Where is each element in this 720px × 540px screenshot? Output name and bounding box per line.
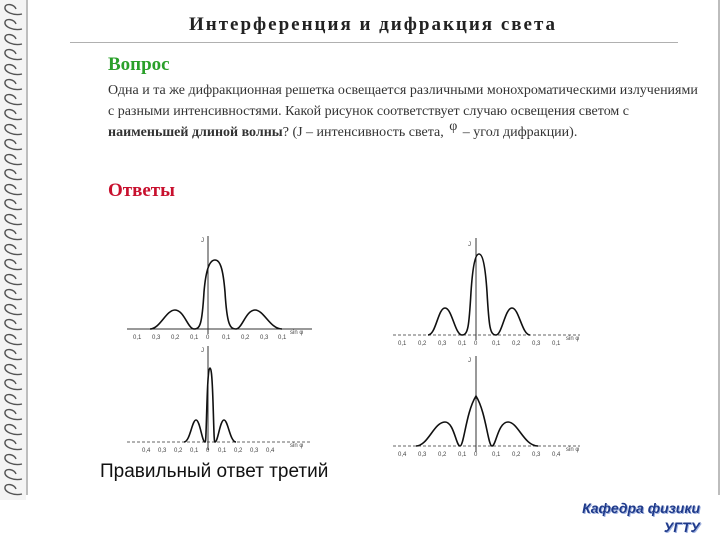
spiral-loop bbox=[5, 410, 22, 420]
graph-3-tick: 0 bbox=[206, 448, 210, 454]
spiral-loop bbox=[5, 395, 22, 405]
graph-1-curve bbox=[150, 260, 282, 329]
graph-3-y-label: J bbox=[201, 348, 204, 354]
graph-1-tick: 0 bbox=[206, 335, 210, 341]
footer-university: УГТУ bbox=[663, 519, 700, 535]
footer-department: Кафедра физики bbox=[582, 500, 700, 516]
graph-2-curve bbox=[428, 254, 530, 335]
slide-title: Интерференция и дифракция света bbox=[188, 14, 558, 35]
graph-1-ticks bbox=[133, 335, 287, 341]
spiral-loop bbox=[5, 170, 22, 180]
graph-2-tick: 0,3 bbox=[532, 341, 541, 347]
spiral-loop bbox=[5, 350, 22, 360]
spiral-loop bbox=[5, 155, 22, 165]
graph-1 bbox=[122, 232, 322, 344]
spiral-loop bbox=[5, 380, 22, 390]
spiral-loop bbox=[5, 140, 22, 150]
spiral-loop bbox=[5, 215, 22, 225]
graph-1-tick: 0,1 bbox=[133, 335, 142, 341]
graph-3-tick: 0,4 bbox=[142, 448, 151, 454]
graph-3-tick: 0,2 bbox=[174, 448, 183, 454]
graph-4-tick: 0,4 bbox=[398, 452, 407, 458]
graph-1-y-label: J bbox=[201, 238, 204, 244]
graph-2-tick: 0,2 bbox=[418, 341, 427, 347]
spiral-loop bbox=[5, 185, 22, 195]
spiral-loop bbox=[5, 440, 22, 450]
graph-3-tick: 0,3 bbox=[158, 448, 167, 454]
spiral-loop bbox=[5, 455, 22, 465]
question-text-part3: – угол дифракции). bbox=[459, 125, 578, 140]
spiral-loop bbox=[5, 470, 22, 480]
spiral-loop bbox=[5, 80, 22, 90]
graph-4-tick: 0,2 bbox=[438, 452, 447, 458]
graph-1-tick: 0,3 bbox=[152, 335, 161, 341]
answers-heading: Ответы bbox=[108, 180, 175, 201]
spiral-loop bbox=[5, 245, 22, 255]
question-text bbox=[108, 80, 698, 143]
graph-4-y-label: J bbox=[468, 358, 471, 364]
graph-1-x-label: sin φ bbox=[290, 330, 304, 336]
graph-1-tick: 0,2 bbox=[241, 335, 250, 341]
spiral-loop bbox=[5, 200, 22, 210]
graph-2 bbox=[388, 232, 588, 350]
graph-3-tick: 0,3 bbox=[250, 448, 259, 454]
graph-3-tick: 0,1 bbox=[190, 448, 199, 454]
graph-4-tick: 0,2 bbox=[512, 452, 521, 458]
question-heading: Вопрос bbox=[108, 54, 170, 75]
graph-2-tick: 0,1 bbox=[458, 341, 467, 347]
graph-2-tick: 0,1 bbox=[552, 341, 561, 347]
question-bold: наименьшей длиной волны bbox=[108, 125, 283, 140]
slide bbox=[26, 0, 720, 495]
graph-3 bbox=[122, 342, 322, 456]
graph-4-curve bbox=[416, 396, 538, 446]
question-text-part2: ? (J – интенсивность света, bbox=[282, 125, 448, 140]
notebook-spiral-binding bbox=[0, 0, 26, 500]
graph-2-tick: 0 bbox=[474, 341, 478, 347]
graph-3-tick: 0,4 bbox=[266, 448, 275, 454]
spiral-loop bbox=[5, 320, 22, 330]
graph-4-tick: 0,3 bbox=[418, 452, 427, 458]
graph-3-ticks bbox=[142, 448, 275, 454]
graph-1-tick: 0,2 bbox=[171, 335, 180, 341]
graph-2-tick: 0,1 bbox=[398, 341, 407, 347]
spiral-loop bbox=[5, 335, 22, 345]
graph-4-tick: 0,1 bbox=[492, 452, 501, 458]
graph-3-tick: 0,2 bbox=[234, 448, 243, 454]
spiral-loop bbox=[5, 275, 22, 285]
spiral-loop bbox=[5, 365, 22, 375]
spiral-loop bbox=[5, 20, 22, 30]
graph-2-tick: 0,1 bbox=[492, 341, 501, 347]
spiral-icon bbox=[0, 0, 26, 500]
spiral-loop bbox=[5, 50, 22, 60]
spiral-loop bbox=[5, 5, 22, 15]
graph-1-tick: 0,3 bbox=[260, 335, 269, 341]
title-divider bbox=[70, 42, 678, 43]
graph-4-ticks bbox=[398, 452, 561, 458]
graph-2-x-label: sin φ bbox=[566, 336, 580, 342]
spiral-loop bbox=[5, 230, 22, 240]
phi-symbol: φ bbox=[449, 119, 458, 134]
graph-4-tick: 0 bbox=[474, 452, 478, 458]
graph-4 bbox=[388, 352, 588, 462]
graph-2-tick: 0,3 bbox=[438, 341, 447, 347]
spiral-loop bbox=[5, 260, 22, 270]
spiral-loop bbox=[5, 95, 22, 105]
correct-answer-text: Правильный ответ третий bbox=[100, 461, 329, 482]
spiral-loop bbox=[5, 35, 22, 45]
graph-3-curve bbox=[184, 368, 236, 442]
question-text-part1: Одна и та же дифракционная решетка освещается различными монохроматическими излучениями с разными интенсивностями. Какой рисунок соответствует случаю освещения светом с bbox=[108, 83, 698, 119]
graph-4-tick: 0,1 bbox=[458, 452, 467, 458]
graph-4-tick: 0,4 bbox=[552, 452, 561, 458]
graph-4-x-label: sin φ bbox=[566, 447, 580, 453]
graph-1-tick: 0,1 bbox=[278, 335, 287, 341]
graph-2-tick: 0,2 bbox=[512, 341, 521, 347]
graph-3-tick: 0,1 bbox=[218, 448, 227, 454]
graph-2-y-label: J bbox=[468, 242, 471, 248]
spiral-loop bbox=[5, 305, 22, 315]
graph-3-x-label: sin φ bbox=[290, 443, 304, 449]
graph-1-tick: 0,1 bbox=[222, 335, 231, 341]
spiral-loop bbox=[5, 110, 22, 120]
spiral-loop bbox=[5, 485, 22, 495]
spiral-loop bbox=[5, 425, 22, 435]
graph-1-tick: 0,1 bbox=[190, 335, 199, 341]
graph-2-ticks bbox=[398, 341, 561, 347]
spiral-loop bbox=[5, 125, 22, 135]
graph-4-tick: 0,3 bbox=[532, 452, 541, 458]
spiral-loop bbox=[5, 290, 22, 300]
spiral-loop bbox=[5, 65, 22, 75]
